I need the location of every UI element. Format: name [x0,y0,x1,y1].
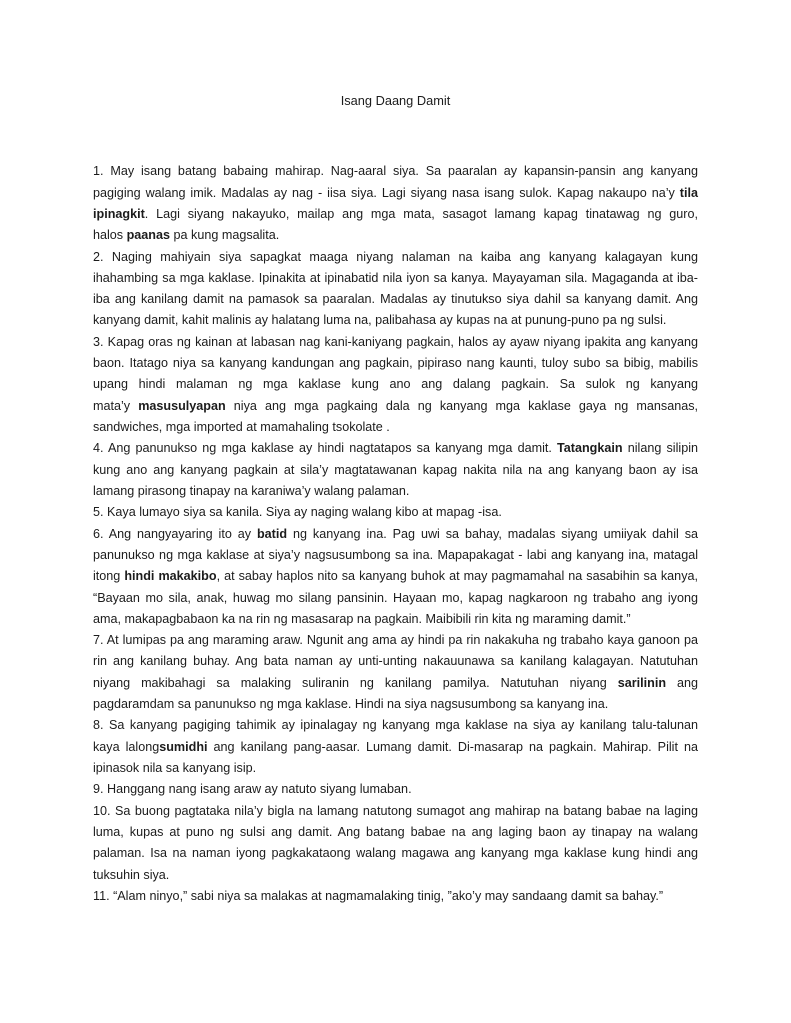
text-run: ng kanyang ina. Pag uwi sa bahay, madalas siyang umiiyak dahil sa [287,526,698,541]
text-run: halos [93,228,127,243]
bold-term: batid [256,526,288,541]
paragraph-6 [93,524,698,631]
text-line [93,758,698,779]
text-run: ihahambing sa mga kaklase. Ipinakita at ipinabatid nila iyon sa kanya. Mayayaman sila. Magaganda at iba- [93,270,698,285]
text-run: pa kung magsalita. [170,228,280,243]
paragraph-1 [93,161,698,246]
text-run: 9. Hanggang nang isang araw ay natuto siyang lumaban. [93,782,412,797]
paragraph-5 [93,502,698,523]
text-line [93,289,698,310]
text-run: 4. Ang panunukso ng mga kaklase ay hindi nagtatapos sa kanyang mga damit. [93,441,558,456]
text-line [93,225,698,246]
text-line [93,566,698,587]
paragraph-8 [93,715,698,779]
text-line [93,609,698,630]
text-line [93,353,698,374]
paragraph-4 [93,438,698,502]
text-run: , at sabay haplos nito sa kanyang buhok at may pagmamahal na sasabihin sa kanya, [216,569,698,584]
paragraph-2 [93,247,698,332]
text-run: 5. Kaya lumayo siya sa kanila. Siya ay naging walang kibo at mapag -isa. [93,505,502,520]
text-run: iba ang kanilang damit na pamasok sa paaralan. Madalas ay tinutukso siya dahil sa kanyang damit. Ang [93,292,698,307]
bold-term: masusulyapan [138,398,226,413]
text-run: ang [666,675,698,690]
text-line [93,332,698,353]
text-run: 11. “Alam ninyo,” sabi niya sa malakas at nagmamalaking tinig, ”ako’y may sandaang damit sa bahay.” [93,888,664,903]
text-line [93,481,698,502]
text-line [93,651,698,672]
text-run: ama, makapagbabaon ka na rin ng masasarap na pagkain. Maibibili rin kita ng maraming damit.” [93,611,631,626]
text-run: kung ano ang kanyang pagkain at sila’y magtatawanan kapag nakita nila na ang kanyang baon ay isa [93,462,698,477]
paragraph-11 [93,886,698,907]
text-line [93,673,698,694]
text-line [93,310,698,331]
paragraph-10 [93,801,698,886]
bold-term: Tatangkain [557,441,623,456]
text-run: kaya lalong [93,739,160,754]
text-run: 3. Kapag oras ng kainan at labasan nag kani-kaniyang pagkain, halos ay ayaw niyang ipakita ang kanyang [93,334,698,349]
text-line [93,694,698,715]
text-run: palaman. Isa na naman iyong pagkakataong walang magawa ang kanyang mga kaklase kung hindi ang [93,846,698,861]
text-run: rin ang kanilang buhay. Ang bata naman ay unti-unting nakauunawa sa kanilang kalagayan. Natutuhan [93,654,698,669]
text-run: pagdaramdam sa panunukso ng mga kaklase. Hindi na siya nagsusumbong sa kanyang ina. [93,697,609,712]
text-run: baon. Itatago niya sa kanyang kandungan ang pagkain, pipiraso nang kaunti, tuloy subo sa bibig, mabilis [93,356,698,371]
text-run: panunukso ng mga kaklase at siya’y nagsusumbong sa ina. Mapapakagat - labi ang kanyang ina, matagal [93,547,698,562]
paragraph-7 [93,630,698,715]
text-run: niyang makibahagi sa malaking suliranin ng kanilang pamilya. Natutuhan niyang [93,675,618,690]
text-run: 6. Ang nangyayaring ito ay [93,526,257,541]
bold-term: sarilinin [617,675,667,690]
text-line [93,886,698,907]
text-line [93,545,698,566]
text-line [93,460,698,481]
text-run: ipinasok nila sa kanyang isip. [93,761,257,776]
paragraph-9 [93,779,698,800]
text-run: 10. Sa buong pagtataka nila’y bigla na lamang natutong sumagot ang mahirap na batang babae na laging [93,803,698,818]
text-run: sandwiches, mga imported at mamahaling tsokolate . [93,420,390,435]
text-run: 2. Naging mahiyain siya sapagkat maaga niyang nalaman na kaiba ang kanyang kalagayan kung [93,249,698,264]
document-title: Isang Daang Damit [340,93,451,108]
text-line [93,374,698,395]
text-run: 1. May isang batang babaing mahirap. Nag-aaral siya. Sa paaralan ay kapansin-pansin ang kanyang [93,164,698,179]
document-body [93,161,698,907]
text-line [93,524,698,545]
text-run: 8. Sa kanyang pagiging tahimik ay ipinalagay ng kanyang mga kaklase na siya ay kanilang talu-talunan [93,718,698,733]
text-run: niya ang mga pagkaing dala ng kanyang mga kaklase gaya ng mansanas, [225,398,698,413]
text-line [93,502,698,523]
text-run: pagiging walang imik. Madalas ay nag - iisa siya. Lagi siyang nasa isang sulok. Kapag nakaupo na’y [93,185,680,200]
text-line [93,396,698,417]
text-run: “Bayaan mo sila, anak, huwag mo silang pansinin. Hayaan mo, kapag nagkaroon ng trabaho ang iyong [93,590,698,605]
text-line [93,779,698,800]
bold-term: hindi makakibo [124,569,217,584]
bold-term: tila [679,185,698,200]
paragraph-3 [93,332,698,439]
text-run: tuksuhin siya. [93,867,170,882]
text-line [93,843,698,864]
text-run: luma, kupas at puno ng sulsi ang damit. Ang batang babae na ang laging baon ay tinapay na walang [93,824,698,839]
text-run: ang kanilang pang-aasar. Lumang damit. Di-masarap na pagkain. Mahirap. Pilit na [207,739,698,754]
text-line [93,183,698,204]
text-line [93,865,698,886]
text-line [93,588,698,609]
text-line [93,204,698,225]
text-run: . Lagi siyang nakayuko, mailap ang mga mata, sasagot lamang kapag tinatawag ng guro, [144,206,698,221]
text-run: itong [93,569,125,584]
text-line [93,715,698,736]
text-line [93,268,698,289]
text-run: lamang pirasong tinapay na karaniwa’y walang palaman. [93,483,410,498]
text-line [93,801,698,822]
bold-term: ipinagkit [93,206,145,221]
text-run: 7. At lumipas pa ang maraming araw. Ngunit ang ama ay hindi pa rin nakakuha ng trabaho kaya ganoon pa [93,633,698,648]
text-line [93,822,698,843]
text-line [93,630,698,651]
text-line [93,417,698,438]
text-run: upang hindi malaman ng mga kaklase kung ano ang dalang pagkain. Sa sulok ng kanyang [93,377,698,392]
bold-term: sumidhi [159,739,208,754]
bold-term: paanas [126,228,171,243]
text-line [93,737,698,758]
text-line [93,247,698,268]
text-line [93,161,698,182]
text-run: mata’y [93,398,139,413]
text-run: nilang silipin [622,441,698,456]
text-run: kanyang damit, kahit malinis ay halatang luma na, palibahasa ay kupas na at punung-puno pa ng sulsi. [93,313,667,328]
text-line [93,438,698,459]
